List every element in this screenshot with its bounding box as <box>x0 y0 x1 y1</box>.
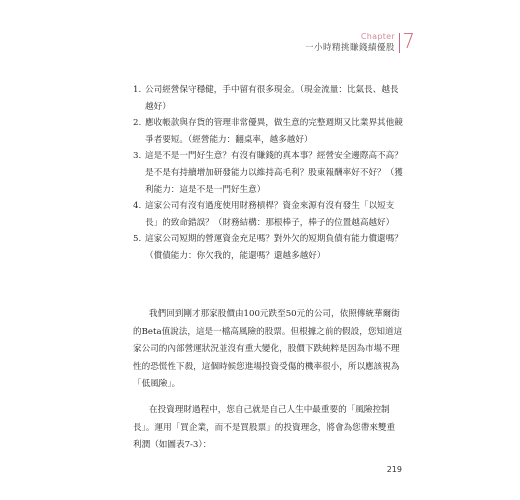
list-item <box>133 115 403 148</box>
body-paragraph: 我們回到剛才那家股價由100元跌至50元的公司，依照傳統華爾街的Beta值說法，這是一檔高風險的股票。但根據之前的假設，您知道這家公司的內部營運狀況並沒有重大變化，股價下跌純粹是因為市場不理性的恐慌性下殺，這個時候您進場投資受傷的機率很小，所以應該視為「低風險」。 <box>133 309 403 389</box>
list-item-text: 應收帳款與存貨的管理非常優異，做生意的完整週期又比業界其他競爭者要短。（經營能力：翻桌率，越多越好） <box>145 118 403 145</box>
chapter-label: Chapter <box>360 32 395 41</box>
list-item <box>133 82 403 115</box>
running-header <box>305 32 395 54</box>
page-number: 219 <box>386 465 402 474</box>
criteria-list <box>133 82 403 265</box>
body-paragraph: 在投資理財過程中，您自己就是自己人生中最重要的「風險控制長」。運用「買企業，而不是買股票」的投資理念，將會為您帶來雙重利潤（如圖表7-3）： <box>133 405 396 450</box>
list-item-text: 這是不是一門好生意？有沒有賺錢的真本事？經營安全邊際高不高？是不是有持續增加研發能力以維持高毛利？股東報酬率好不好？（獲利能力：這是不是一門好生意） <box>145 151 403 195</box>
list-item-text: 公司經營保守穩健，手中留有很多現金。（現金流量：比氣長、越長越好） <box>145 85 399 112</box>
list-item-number: 2. <box>133 118 142 129</box>
list-item-number: 3. <box>133 151 142 162</box>
list-item <box>133 231 403 264</box>
list-item-text: 這家公司有沒有過度使用財務槓桿？資金來源有沒有發生「以短支長」的致命錯誤？（財務結構：那根棒子，棒子的位置越高越好） <box>145 201 395 228</box>
list-item-number: 5. <box>133 234 142 245</box>
list-item-text: 這家公司短期的營運資金充足嗎？對外欠的短期負債有能力償還嗎？（償債能力：你欠我的，能還嗎？還越多越好） <box>145 234 403 261</box>
list-item-number: 4. <box>133 201 142 212</box>
chapter-title: 一小時精挑賺錢績優股 <box>304 43 395 53</box>
chapter-number: 7 <box>402 29 415 53</box>
list-item <box>133 198 403 231</box>
header-divider <box>399 33 400 53</box>
list-item <box>133 148 403 198</box>
list-item-number: 1. <box>133 85 142 95</box>
